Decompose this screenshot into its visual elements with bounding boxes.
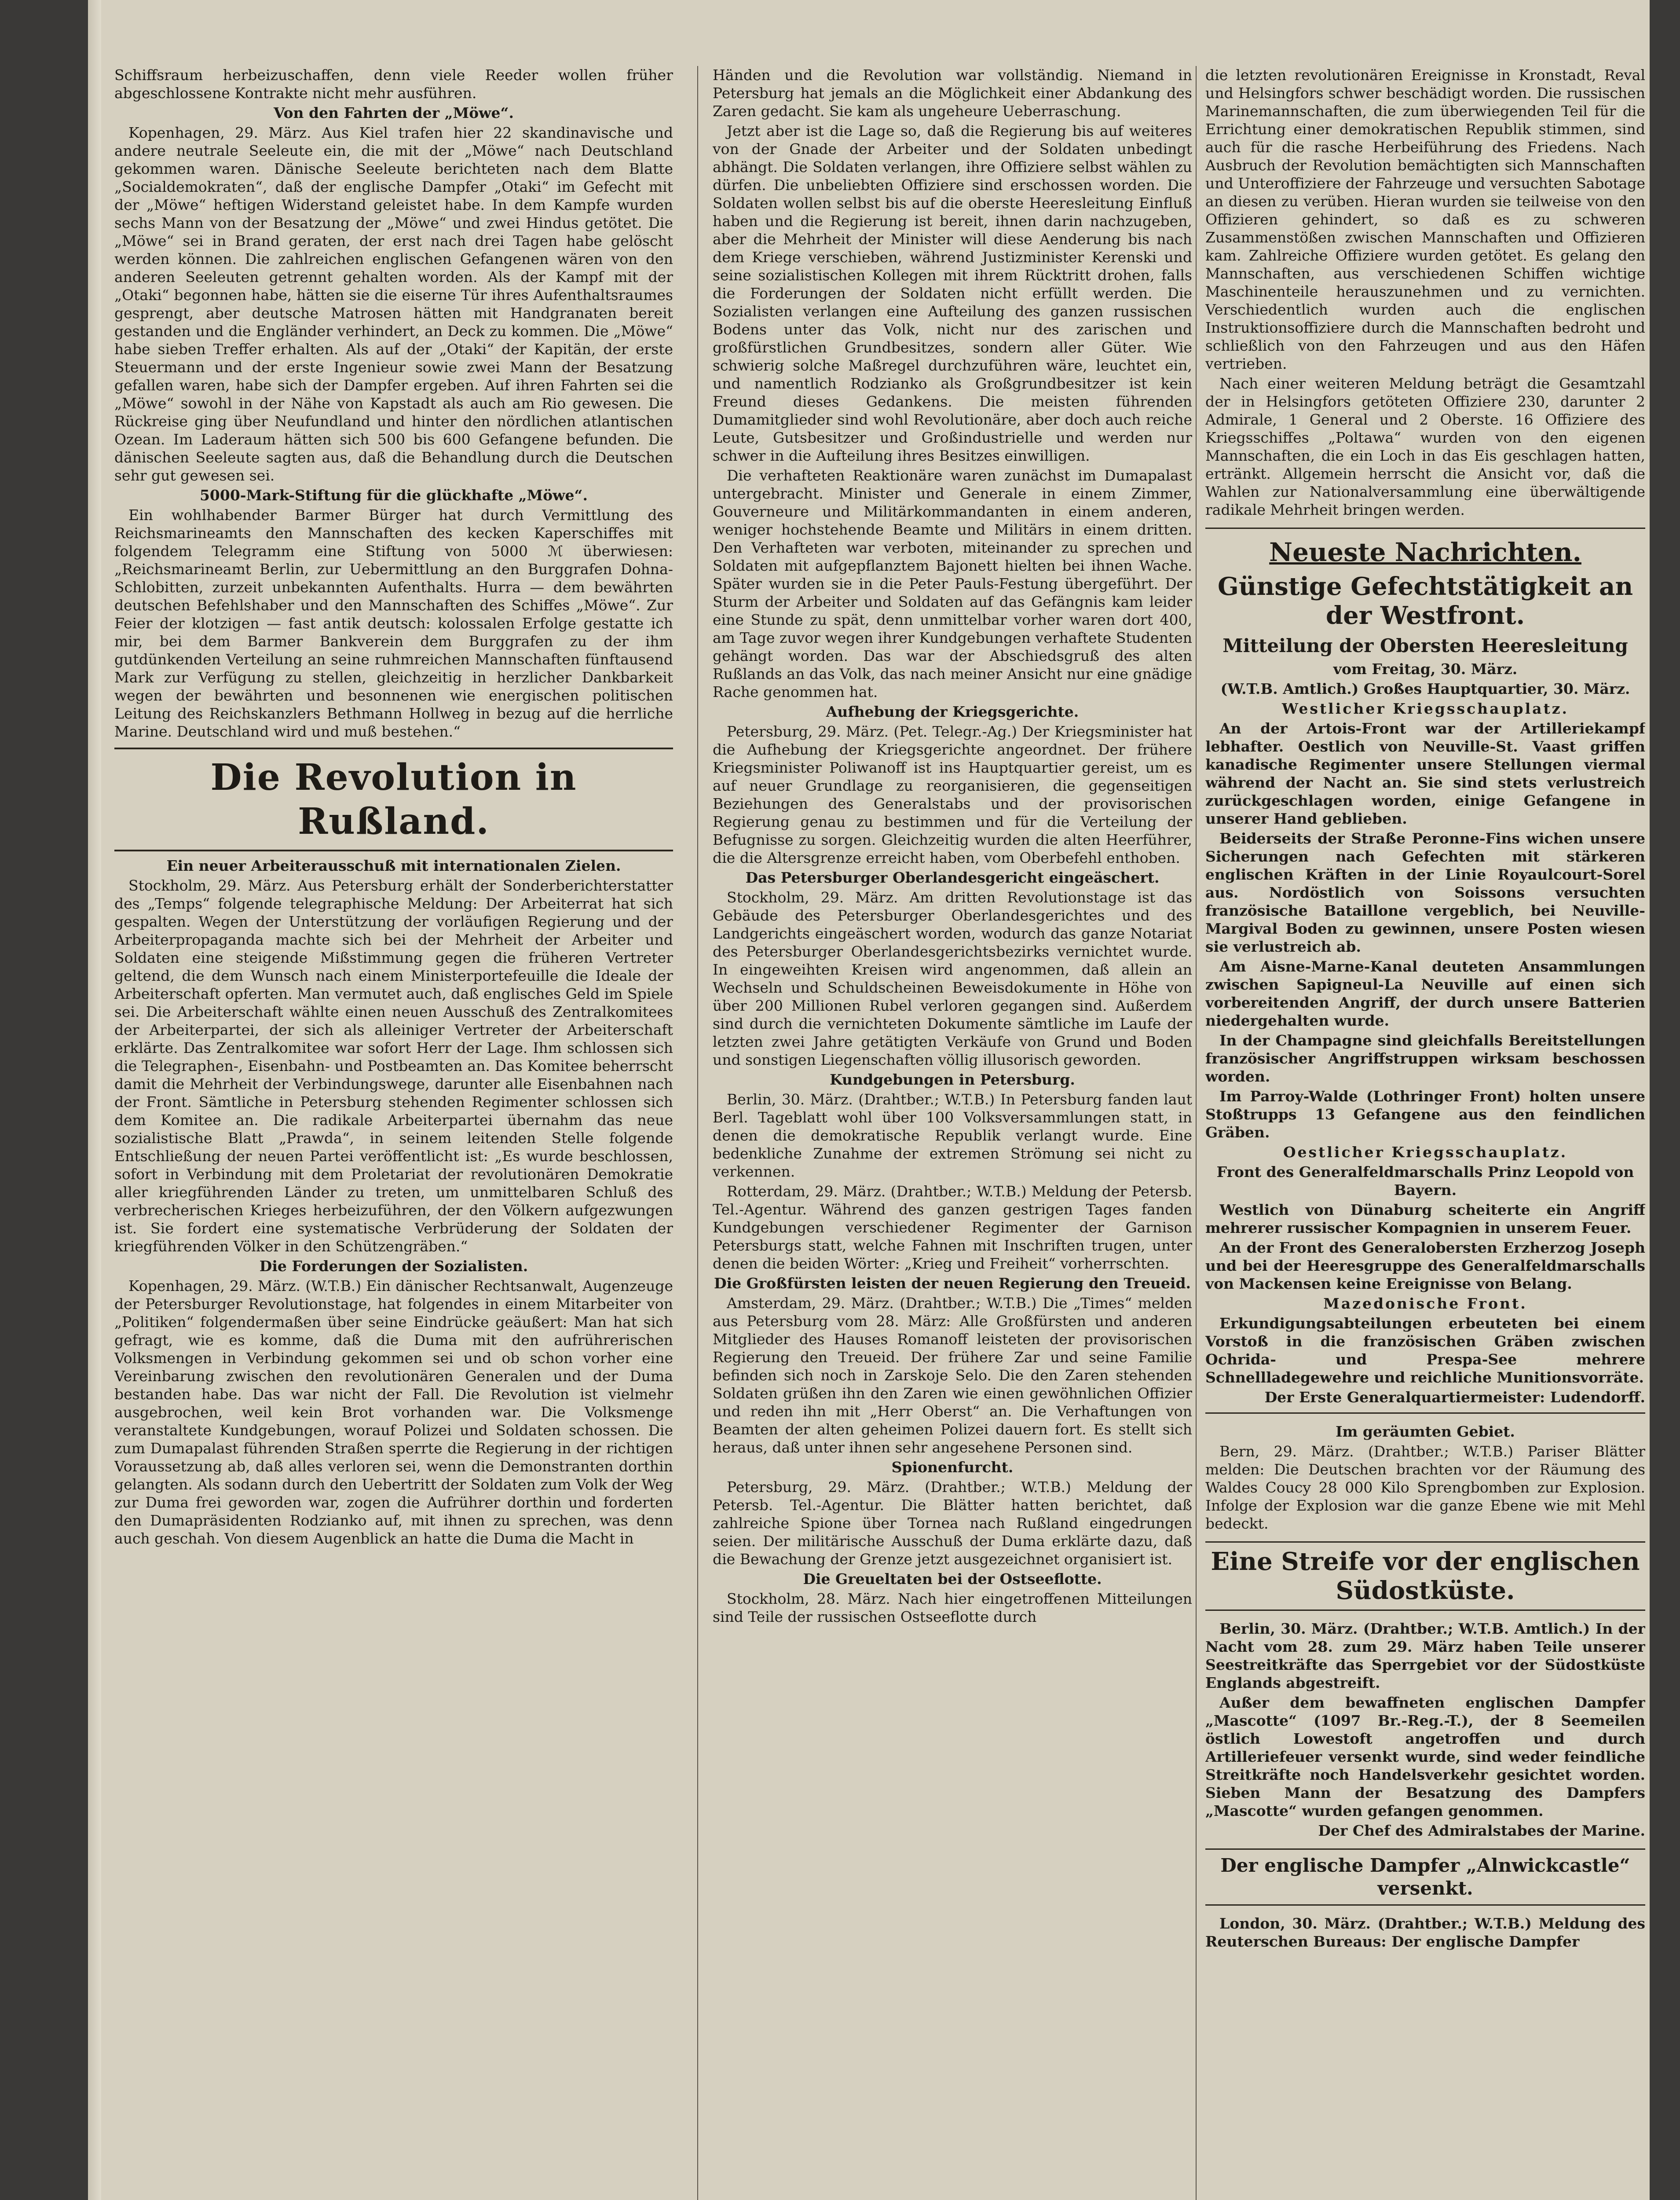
- theater-heading: Oestlicher Kriegsschauplatz.: [1283, 1144, 1568, 1161]
- column-1: [114, 66, 673, 2200]
- column-2: [713, 66, 1192, 2200]
- paragraph: Amsterdam, 29. März. (Drahtber.; W.T.B.) Die „Times“ melden aus Petersburg vom 28. März: Alle Großfürsten und anderen Mitglieder des Hauses Romanoff leisteten der provisorischen Regierung den Treueid. Der frühere Zar und seine Familie befinden sich noch in Zarskoje Selo. Die den Zaren stehenden Soldaten grüßen ihn den Zaren wie einen gewöhnlichen Offizier und reden ihn mit „Herr Oberst“ an. Die Verhaftungen von Beamten der alten geheimen Polizei dauern fort. Es stellt sich heraus, daß unter ihnen sehr angesehene Personen sind.: [713, 1294, 1192, 1456]
- headline: Der englische Dampfer „Alnwickcastle“ versenkt.: [1205, 1848, 1645, 1906]
- paragraph: Berlin, 30. März. (Drahtber.; W.T.B. Amtlich.) In der Nacht vom 28. zum 29. März haben Teile unserer Seestreitkräfte das Sperrgebiet vor der Südostküste Englands abgestreift.: [1205, 1620, 1645, 1691]
- paragraph: Kopenhagen, 29. März. (W.T.B.) Ein dänischer Rechtsanwalt, Augenzeuge der Petersburger Revolutionstage, hat folgendes in einem Mitarbeiter von „Politiken“ folgendermaßen über seine Eindrücke geäußert: Man hat sich gefragt, wie es komme, daß die Duma mit den aufrührerischen Volksmengen in Verbindung gekommen sei und ob schon vorher eine Vereinbarung zwischen den revolutionären Generalen und der Duma bestanden habe. Das war nicht der Fall. Die Revolution ist vielmehr ausgebrochen, weil kein Brot vorhanden war. Die Volksmenge veranstaltete Kundgebungen, worauf Polizei und Soldaten schossen. Die zum Dumapalast führenden Straßen sperrte die Regierung in der richtigen Voraussetzung ab, daß alles verloren sei, wenn die Demonstranten dorthin gelangten. Als sodann durch den Uebertritt der Soldaten zum Volk der Weg zur Duma frei geworden war, zogen die Aufrührer dorthin und forderten den Dumapräsidenten Rodzianko auf, mit ihnen zu sprechen, was denn auch geschah. Von diesem Augenblick an hatte die Duma die Macht in: [114, 1277, 673, 1547]
- paragraph: Jetzt aber ist die Lage so, daß die Regierung bis auf weiteres von der Gnade der Arbeiter und der Soldaten unbedingt abhängt. Die Soldaten verlangen, ihre Offiziere selbst wählen zu dürfen. Die unbeliebten Offiziere sind erschossen worden. Die Soldaten wollen selbst bis auf die oberste Heeresleitung Einfluß haben und die Regierung ist bereit, ihnen darin nachzugeben, aber die Mehrheit der Minister will diese Aenderung bis nach dem Kriege verschieben, während Justizminister Kerenski und seine sozialistischen Kollegen mit ihrem Rücktritt drohen, falls die Forderungen der Soldaten nicht erfüllt werden. Die Sozialisten verlangen eine Aufteilung des ganzen russischen Bodens unter das Volk, nicht nur des zarischen und großfürstlichen Grundbesitzes, sondern aller Güter. Wie schwierig solche Maßregel durchzuführen wäre, leuchtet ein, und namentlich Rodzianko als Großgrundbesitzer ist kein Freund dieses Gedankens. Die meisten führenden Dumamitglieder sind wohl Revolutionäre, aber doch auch reiche Leute, Gutsbesitzer und Großindustrielle und werden nur schwer in die Aufteilung ihres Besitzes einwilligen.: [713, 122, 1192, 464]
- report-date: vom Freitag, 30. März.: [1333, 660, 1518, 678]
- paragraph: Erkundigungsabteilungen erbeuteten bei einem Vorstoß in die französischen Gräben zwischen Ochrida- und Prespa-See mehrere Schnellladegewehre und reichliche Munitionsvorräte.: [1205, 1315, 1645, 1386]
- paragraph: Bern, 29. März. (Drahtber.; W.T.B.) Pariser Blätter melden: Die Deutschen brachten vor der Räumung des Waldes Coucy 28 000 Kilo Sprengbomben zur Explosion. Infolge der Explosion war die ganze Ebene wie mit Mehl bedeckt.: [1205, 1443, 1645, 1532]
- section-heading: Die Forderungen der Sozialisten.: [259, 1258, 528, 1275]
- paragraph: Berlin, 30. März. (Drahtber.; W.T.B.) In Petersburg fanden laut Berl. Tageblatt wohl über 100 Volksversammlungen statt, in denen die demokratische Republik verlangt wurde. Eine bedenkliche Zunahme der extremen Strömung sei nicht zu verkennen.: [713, 1091, 1192, 1180]
- paragraph: Die verhafteten Reaktionäre waren zunächst im Dumapalast untergebracht. Minister und Generale in einem Zimmer, Gouverneure und Militärkommandanten in einem anderen, weniger hochstehende Beamte und Militärs in einem dritten. Den Verhafteten war verboten, miteinander zu sprechen und Soldaten mit aufgepflanztem Bajonett hielten bei ihnen Wache. Später wurden sie in die Peter Pauls-Festung übergeführt. Der Sturm der Arbeiter und Soldaten auf das Gefängnis kam leider eine Stunde zu spät, denn unmittelbar vorher waren dort 400, am Tage zuvor wegen ihrer Kundgebungen verhaftete Studenten gehängt worden. Das war der Abschiedsgruß des alten Rußlands an das Volk, das nach meiner Ansicht nur eine gnädige Rache genommen hat.: [713, 467, 1192, 700]
- signature: Der Chef des Admiralstabes der Marine.: [1318, 1822, 1645, 1839]
- paragraph: Im Parroy-Walde (Lothringer Front) holten unsere Stoßtrupps 13 Gefangene aus den feindlichen Gräben.: [1205, 1088, 1645, 1141]
- section-heading: Aufhebung der Kriegsgerichte.: [826, 703, 1079, 720]
- signature: Der Erste Generalquartiermeister: Ludendorff.: [1264, 1389, 1645, 1406]
- paragraph: An der Artois-Front war der Artilleriekampf lebhafter. Oestlich von Neuville-St. Vaast griffen kanadische Regimenter unsere Stellungen viermal während der Nacht an. Sie sind stets verlustreich zurückgeschlagen worden, einige Gefangene in unserer Hand geblieben.: [1205, 720, 1645, 827]
- column-rule: [1196, 66, 1197, 2200]
- main-headline: Die Revolution in Rußland.: [114, 748, 673, 851]
- subheadline: Mitteilung der Obersten Heeresleitung: [1222, 635, 1628, 656]
- latest-news-box: [1205, 528, 1645, 1414]
- paragraph: Stockholm, 29. März. Aus Petersburg erhält der Sonderberichterstatter des „Temps“ folgende telegraphische Meldung: Der Arbeiterrat hat sich gespalten. Wegen der Unterstützung der vorläufigen Regierung und der Arbeiterpropaganda machte sich bei der Mehrheit der Arbeiter und Soldaten eine steigende Mißstimmung gegen die früheren Vertreter geltend, die dem Wunsch nach einem Ministerportefeuille die Ideale der Arbeiterschaft opferten. Man vermutet auch, daß englisches Geld im Spiele sei. Die Arbeiterschaft wählte einen neuen Ausschuß des Zentralkomitees der Arbeiterpartei, der sich als alleiniger Vertreter der Arbeiterschaft erklärte. Das Zentralkomitee war sofort Herr der Lage. Ihm schlossen sich die Telegraphen-, Eisenbahn- und Postbeamten an. Das Komitee beherrscht damit die Mehrheit der Verbindungswege, darunter alle Eisenbahnen nach der Front. Sämtliche in Petersburg stehenden Regimenter schlossen sich dem Komitee an. Die radikale Arbeiterpartei übernahm das neue sozialistische Blatt „Prawda“, in seinem leitenden Stelle folgende Entschließung der neuen Partei veröffentlicht ist: „Es wurde beschlossen, sofort in Verbindung mit dem Proletariat der revolutionären Demokratie aller kriegführenden Länder zu treten, um unmittelbaren Schluß des verbrecherischen Krieges herbeizuführen, der den Völkern aufgezwungen ist. Sie fordert eine systematische Verbrüderung der Soldaten der kriegführenden Völker in den Schützengräben.“: [114, 877, 673, 1255]
- latest-news-kicker: Neueste Nachrichten.: [1269, 537, 1581, 567]
- theater-heading: Westlicher Kriegsschauplatz.: [1282, 700, 1569, 717]
- paragraph: Kopenhagen, 29. März. Aus Kiel trafen hier 22 skandinavische und andere neutrale Seeleute ein, die mit der „Möwe“ nach Deutschland gekommen waren. Dänische Seeleute berichteten nach dem Blatte „Socialdemokraten“, daß der englische Dampfer „Otaki“ im Gefecht mit der „Möwe“ heftigen Widerstand geleistet habe. In dem Kampfe wurden sechs Mann von der Besatzung der „Möwe“ und zwei Hindus getötet. Die „Möwe“ sei in Brand geraten, der erst nach drei Tagen habe gelöscht werden können. Die zahlreichen englischen Gefangenen wären von den anderen Seeleuten getrennt gehalten worden. Als der Kampf mit der „Otaki“ begonnen habe, hätten sie die eiserne Tür ihres Aufenthaltsraumes gesprengt, aber deutsche Matrosen hätten mit Handgranaten bereit gestanden und die Engländer verhindert, an Deck zu kommen. Die „Möwe“ habe sieben Treffer erhalten. Als auf der „Otaki“ der Kapitän, der erste Steuermann und der erste Ingenieur sowie zwei Mann der Besatzung gefallen waren, habe sich der Dampfer ergeben. Auf ihren Fahrten sei die „Möwe“ sowohl in der Nähe von Kapstadt als auch am Rio gewesen. Die Rückreise ging über Neufundland und hinter den nördlichen atlantischen Ozean. Im Laderaum hätten sich 500 bis 600 Gefangene befunden. Die dänischen Seeleute sagten aus, daß die Behandlung durch die Deutschen sehr gut gewesen sei.: [114, 124, 673, 484]
- section-heading: Von den Fahrten der „Möwe“.: [273, 104, 514, 121]
- column-3: [1205, 66, 1645, 2200]
- section-heading: Kundgebungen in Petersburg.: [830, 1071, 1075, 1088]
- section-heading: Das Petersburger Oberlandesgericht eingeäschert.: [745, 869, 1160, 886]
- paragraph: Beiderseits der Straße Peronne-Fins wichen unsere Sicherungen nach Gefechten mit stärkeren englischen Kräften in der Linie Royaulcourt-Sorel aus. Nordöstlich von Soissons versuchten französische Bataillone vergeblich, bei Neuville-Margival Boden zu gewinnen, unsere Posten wiesen sie verlustreich ab.: [1205, 830, 1645, 955]
- paragraph: Am Aisne-Marne-Kanal deuteten Ansammlungen zwischen Sapigneul-La Neuville auf einen sich vorbereitenden Angriff, der durch unsere Batterien niedergehalten wurde.: [1205, 958, 1645, 1029]
- section-heading: 5000-Mark-Stiftung für die glückhafte „Möwe“.: [199, 487, 588, 504]
- column-rule: [697, 66, 698, 2200]
- headline: Günstige Gefechtstätigkeit an der Westfront.: [1217, 572, 1633, 630]
- paragraph: An der Front des Generalobersten Erzherzog Joseph und bei der Heeresgruppe des Generalfeldmarschalls von Mackensen keine Ereignisse von Belang.: [1205, 1239, 1645, 1292]
- paragraph: Petersburg, 29. März. (Pet. Telegr.-Ag.) Der Kriegsminister hat die Aufhebung der Kriegsgerichte angeordnet. Der frühere Kriegsminister Poliwanoff ist ins Hauptquartier gereist, um es auf neuer Grundlage zu reorganisieren, die gegenseitigen Beziehungen des Generalstabs und der provisorischen Regierung genau zu bestimmen und für die Verteilung der Befugnisse zu sorgen. Gleichzeitig wurden die alten Heerführer, die die Altersgrenze erreicht haben, vom Oberbefehl enthoben.: [713, 723, 1192, 866]
- paragraph: Händen und die Revolution war vollständig. Niemand in Petersburg hat jemals an die Möglichkeit einer Abdankung des Zaren gedacht. Sie kam als ungeheure Ueberraschung.: [713, 66, 1192, 120]
- paragraph: Schiffsraum herbeizuschaffen, denn viele Reeder wollen früher abgeschlossene Kontrakte nicht mehr ausführen.: [114, 66, 673, 102]
- theater-heading: Mazedonische Front.: [1323, 1295, 1527, 1312]
- section-heading: Ein neuer Arbeiterausschuß mit internationalen Zielen.: [166, 857, 621, 874]
- paragraph: Westlich von Dünaburg scheiterte ein Angriff mehrerer russischer Kompagnien in unserem Feuer.: [1205, 1201, 1645, 1236]
- paragraph: London, 30. März. (Drahtber.; W.T.B.) Meldung des Reuterschen Bureaus: Der englische Dampfer: [1205, 1915, 1645, 1950]
- paragraph: Stockholm, 29. März. Am dritten Revolutionstage ist das Gebäude des Petersburger Oberlandesgerichtes und des Landgerichts eingeäschert worden, wodurch das ganze Notariat des Petersburger Oberlandesgerichtsbezirks vernichtet wurde. In eingeweihten Kreisen wird angenommen, daß allein an Wechseln und Schuldscheinen Beweisdokumente in Höhe von über 200 Millionen Rubel verloren gegangen sind. Außerdem sind durch die vernichteten Dokumente sämtliche im Laufe der letzten zwei Jahre getätigten Verkäufe von Grund und Boden und sonstigen Liegenschaften völlig illusorisch geworden.: [713, 889, 1192, 1068]
- paragraph: Nach einer weiteren Meldung beträgt die Gesamtzahl der in Helsingfors getöteten Offiziere 230, darunter 2 Admirale, 1 General und 2 Oberste. 16 Offiziere des Kriegsschiffes „Poltawa“ wurden von den eigenen Mannschaften, die ein Loch in das Eis geschlagen hatten, ertränkt. Allgemein herrscht die Ansicht vor, daß die Wahlen zur Nationalversammlung eine überwältigende radikale Mehrheit bringen werden.: [1205, 375, 1645, 518]
- section-heading: Im geräumten Gebiet.: [1336, 1423, 1515, 1440]
- paragraph: Ein wohlhabender Barmer Bürger hat durch Vermittlung des Reichsmarineamts den Mannschaften des kecken Kaperschiffes mit folgendem Telegramm eine Stiftung von 5000 ℳ überwiesen: „Reichsmarineamt Berlin, zur Uebermittlung an den Burggrafen Dohna-Schlobitten, zurzeit unbekannten Aufenthalts. Hurra — dem bewährten deutschen Befehlshaber und den Mannschaften des Schiffes „Möwe“. Zur Feier der klotzigen — fast antik deutsch: kolossalen Erfolge gestatte ich mir, bei dem Barmer Bankverein dem Burggrafen zu der ihm gutdünkenden Verteilung an seine ruhmreichen Mannschaften fünftausend Mark zur Verfügung zu stellen, gleichzeitig in herzlicher Dankbarkeit wegen der bewährten und besonnenen wie energischen politischen Leitung des Reichskanzlers Bethmann Hollweg in bezug auf die herrliche Marine. Deutschland wird und muß bestehen.“: [114, 506, 673, 740]
- front-heading: Front des Generalfeldmarschalls Prinz Leopold von Bayern.: [1216, 1163, 1634, 1199]
- paragraph: Rotterdam, 29. März. (Drahtber.; W.T.B.) Meldung der Petersb. Tel.-Agentur. Während des ganzen gestrigen Tages fanden Kundgebungen verschiedener Regimenter der Garnison Petersburgs statt, welche Fahnen mit Inschriften trugen, unter denen die beiden Wörter: „Krieg und Freiheit“ vorherrschten.: [713, 1183, 1192, 1272]
- paragraph: Außer dem bewaffneten englischen Dampfer „Mascotte“ (1097 Br.-Reg.-T.), der 8 Seemeilen östlich Lowestoft angetroffen und durch Artilleriefeuer versenkt wurde, sind weder feindliche Streitkräfte noch Handelsverkehr gesichtet worden. Sieben Mann der Besatzung des Dampfers „Mascotte“ wurden gefangen genommen.: [1205, 1694, 1645, 1819]
- headline: Eine Streife vor der englischen Südostküste.: [1205, 1541, 1645, 1611]
- section-heading: Die Greueltaten bei der Ostseeflotte.: [803, 1570, 1102, 1588]
- report-source: (W.T.B. Amtlich.) Großes Hauptquartier, 30. März.: [1220, 680, 1630, 697]
- paragraph: Stockholm, 28. März. Nach hier eingetroffenen Mitteilungen sind Teile der russischen Ostseeflotte durch: [713, 1590, 1192, 1625]
- paragraph: Petersburg, 29. März. (Drahtber.; W.T.B.) Meldung der Petersb. Tel.-Agentur. Die Blätter hatten berichtet, daß zahlreiche Spione über Tornea nach Rußland eingedrungen seien. Der militärische Ausschuß der Duma erklärte dazu, daß die Bewachung der Grenze jetzt ausgezeichnet organisiert ist.: [713, 1478, 1192, 1568]
- section-heading: Spionenfurcht.: [891, 1459, 1014, 1476]
- section-heading: Die Großfürsten leisten der neuen Regierung den Treueid.: [714, 1275, 1191, 1292]
- paragraph: In der Champagne sind gleichfalls Bereitstellungen französischer Angriffstruppen wirksam beschossen worden.: [1205, 1032, 1645, 1085]
- paragraph: die letzten revolutionären Ereignisse in Kronstadt, Reval und Helsingfors schwer beschädigt worden. Die russischen Marinemannschaften, die zum überwiegenden Teil für die Errichtung einer demokratischen Republik stimmen, sind auch für die rasche Herbeiführung des Friedens. Nach Ausbruch der Revolution bemächtigten sich Mannschaften und Unteroffiziere der Fahrzeuge und versuchten Sabotage an diesen zu verüben. Hieran wurden sie teilweise von den Offizieren gehindert, so daß es zu schweren Zusammenstößen zwischen Mannschaften und Offizieren kam. Zahlreiche Offiziere wurden getötet. Es gelang den Mannschaften, aus verschiedenen Schiffen wichtige Maschinenteile herauszunehmen und zu vernichten. Verschiedentlich wurden auch die englischen Instruktionsoffiziere durch die Mannschaften bedroht und schließlich von den Fahrzeugen und aus den Häfen vertrieben.: [1205, 66, 1645, 372]
